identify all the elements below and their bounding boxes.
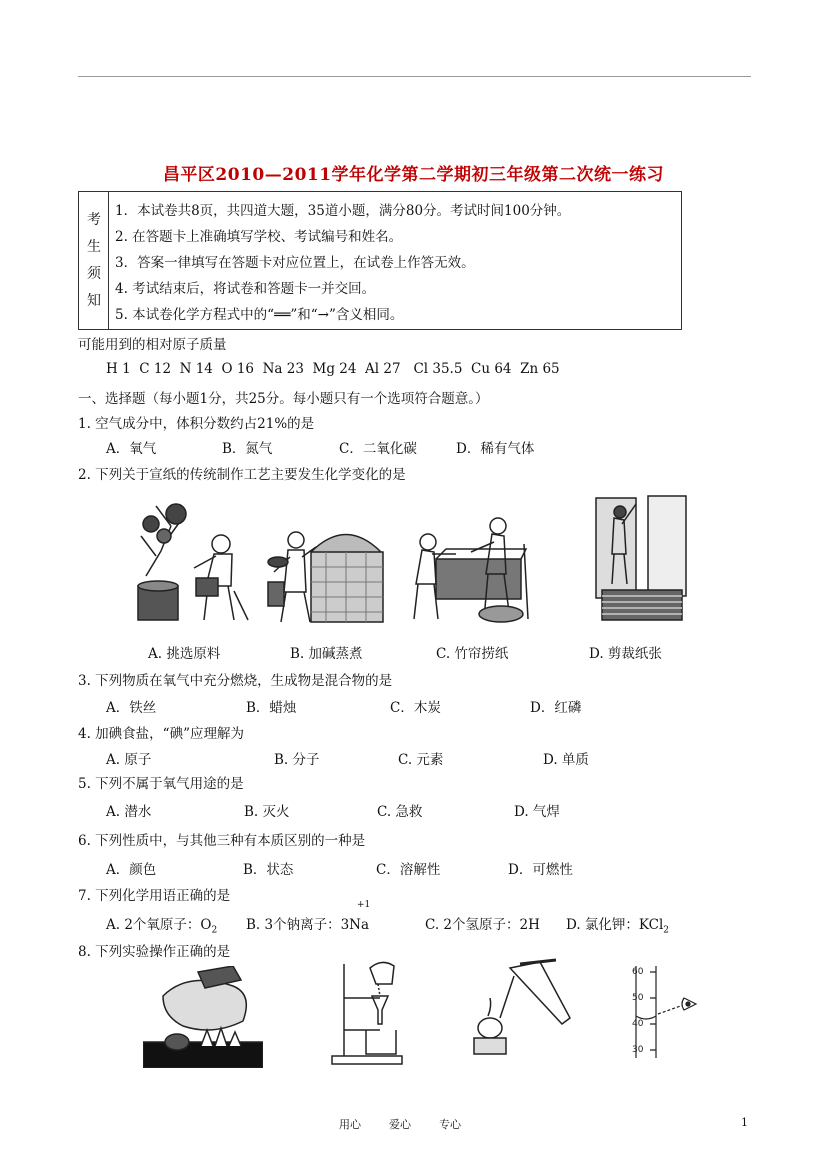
atomic-mass-list: H 1 C 12 N 14 O 16 Na 23 Mg 24 Al 27 Cl 35.5 Cu 64 Zn 65 [106, 361, 560, 377]
figure-heating-test-tube [470, 958, 574, 1062]
header-rule [78, 76, 751, 77]
footer-text: 爱心 [389, 1118, 411, 1131]
option: A．颜色 [106, 862, 157, 878]
option: D. 剪裁纸张 [589, 646, 662, 662]
option: C. 急救 [377, 804, 423, 820]
figure-filtration [330, 958, 410, 1066]
option-text: A. 2个氧原子：O [106, 917, 212, 933]
notice-side-label [79, 192, 109, 329]
footer-text: 专心 [439, 1118, 461, 1131]
figure-alkali-boiling [266, 512, 396, 626]
option: D．红磷 [530, 700, 582, 716]
option: A. 原子 [106, 752, 152, 768]
option: B．状态 [243, 862, 294, 878]
option [106, 913, 217, 936]
notice-item: 2. 在答题卡上准确填写学校、考试编号和姓名。 [115, 229, 403, 245]
option: C. 竹帘捞纸 [436, 646, 509, 662]
figure-bamboo-screen-paper [406, 514, 530, 626]
option: C. 元素 [398, 752, 444, 768]
valence-superscript: +1 [357, 900, 371, 910]
section-heading: 一、选择题（每小题1分，共25分。每小题只有一个选项符合题意。） [78, 391, 489, 407]
option: C．二氧化碳 [339, 441, 417, 457]
option: B．蜡烛 [246, 700, 297, 716]
question-stem: 8. 下列实验操作正确的是 [78, 944, 231, 960]
figure-cutting-paper [594, 494, 690, 626]
subscript: 2 [663, 925, 670, 936]
notice-item: 3．答案一律填写在答题卡对应位置上，在试卷上作答无效。 [115, 255, 475, 271]
option: B. 分子 [274, 752, 320, 768]
notice-side-char: 生 [87, 239, 101, 255]
notice-item: 5. 本试卷化学方程式中的“══”和“→”含义相同。 [115, 307, 404, 323]
question-stem: 6. 下列性质中，与其他三种有本质区别的一种是 [78, 833, 366, 849]
question-stem: 7. 下列化学用语正确的是 [78, 888, 231, 904]
figure-selecting-materials [136, 496, 256, 626]
question-stem: 2. 下列关于宣纸的传统制作工艺主要发生化学变化的是 [78, 467, 406, 483]
notice-side-char: 须 [87, 266, 101, 282]
question-stem: 4. 加碘食盐，“碘”应理解为 [78, 726, 244, 742]
question-stem: 1. 空气成分中，体积分数约占21%的是 [78, 416, 315, 432]
option: C．木炭 [390, 700, 441, 716]
option [566, 913, 669, 936]
option: C. 2个氢原子：2H [425, 917, 540, 933]
cylinder-tick-label: 40 [632, 1019, 644, 1029]
figure-reading-graduated-cylinder [630, 964, 700, 1060]
option: B. 加碱蒸煮 [290, 646, 363, 662]
cylinder-tick-label: 30 [632, 1045, 644, 1055]
option: B．氮气 [222, 441, 273, 457]
option: B. 灭火 [244, 804, 290, 820]
exam-notice-box [78, 191, 682, 330]
question-stem: 5. 下列不属于氧气用途的是 [78, 776, 244, 792]
option: D．可燃性 [508, 862, 573, 878]
option: A．铁丝 [106, 700, 157, 716]
notice-side-char: 知 [87, 293, 101, 309]
subscript: 2 [211, 925, 218, 936]
page-title: 昌平区2010—2011学年化学第二学期初三年级第二次统一练习 [162, 165, 665, 185]
cylinder-tick-label: 60 [632, 967, 644, 977]
notice-side-char: 考 [87, 212, 101, 228]
page-number: 1 [741, 1116, 748, 1129]
option: A. 潜水 [106, 804, 152, 820]
option: B. 3个钠离子：3Na [246, 917, 370, 933]
notice-item: 4. 考试结束后，将试卷和答题卡一并交回。 [115, 281, 376, 297]
option: D．稀有气体 [456, 441, 535, 457]
option: A．氧气 [106, 441, 157, 457]
option-text: D. 氯化钾：KCl [566, 917, 664, 933]
option: A. 挑选原料 [148, 646, 221, 662]
option: D. 单质 [543, 752, 589, 768]
option: C．溶解性 [376, 862, 441, 878]
atomic-mass-heading: 可能用到的相对原子质量 [78, 337, 227, 353]
question-stem: 3. 下列物质在氧气中充分燃烧，生成物是混合物的是 [78, 673, 393, 689]
footer-text: 用心 [339, 1118, 361, 1131]
notice-item: 1．本试卷共8页，共四道大题，35道小题，满分80分。考试时间100分钟。 [115, 203, 571, 219]
cylinder-tick-label: 50 [632, 993, 644, 1003]
figure-lighting-alcohol-lamp [143, 966, 263, 1068]
option: D. 气焊 [514, 804, 560, 820]
